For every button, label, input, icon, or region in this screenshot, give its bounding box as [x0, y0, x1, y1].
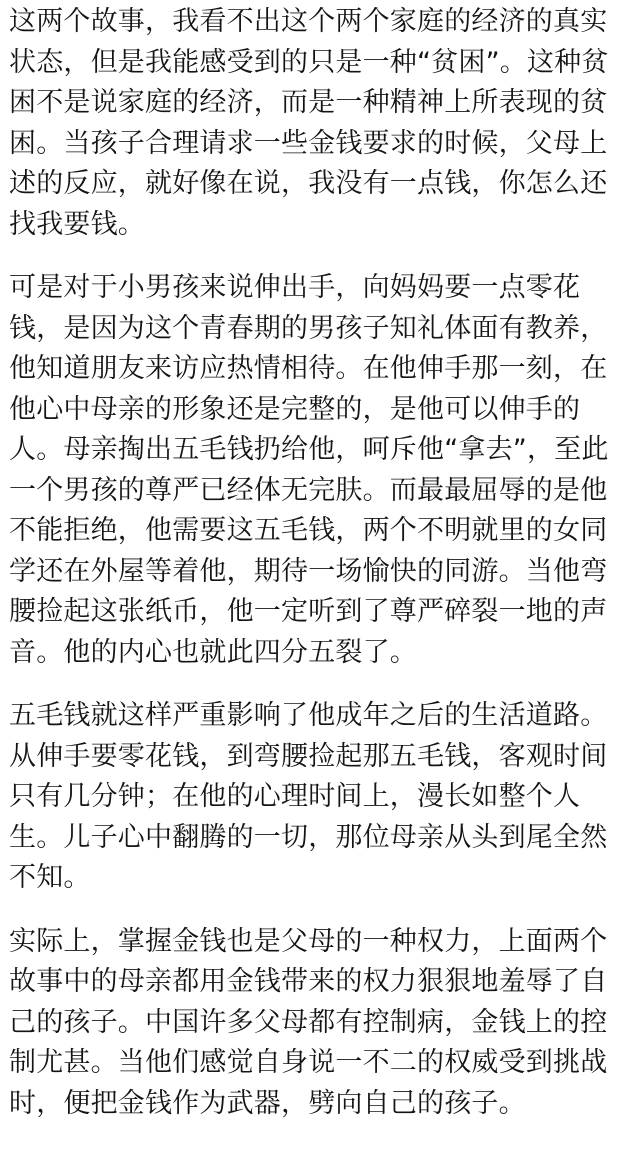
paragraph-4-line-5: 时，便把金钱作为武器，劈向自己的孩子。 [9, 1087, 526, 1119]
paragraph-2-line-6: 一个男孩的尊严已经体无完肤。而最最屈辱的是他 [9, 474, 608, 506]
paragraph-4-line-1: 实际上，掌握金钱也是父母的一种权力，上面两个 [9, 925, 608, 957]
paragraph-2-line-3: 他知道朋友来访应热情相待。在他伸手那一刻，在 [9, 353, 608, 384]
paragraph-2-line-9: 腰捡起这张纸币，他一定听到了尊严碎裂一地的声 [9, 596, 608, 627]
paragraph-3-line-1: 五毛钱就这样严重影响了他成年之后的生活道路。 [9, 700, 608, 731]
paragraph-1-line-2: 状态，但是我能感受到的只是一种“贫困”。这种贫 [9, 46, 609, 78]
paragraph-1-line-3: 困不是说家庭的经济，而是一种精神上所表现的贫 [9, 87, 608, 118]
paragraph-2-line-8: 学还在外屋等着他，期待一场愉快的同游。当他弯 [9, 555, 608, 587]
paragraph-1-line-5: 述的反应，就好像在说，我没有一点钱，你怎么还 [9, 168, 608, 199]
paragraph-4-line-3: 己的孩子。中国许多父母都有控制病，金钱上的控 [9, 1006, 608, 1038]
paragraph-3-line-2: 从伸手要零花钱，到弯腰捡起那五毛钱，客观时间 [9, 740, 608, 772]
paragraph-3-line-4: 生。儿子心中翻腾的一切，那位母亲从头到尾全然 [9, 821, 608, 853]
paragraph-2-line-1: 可是对于小男孩来说伸出手，向妈妈要一点零花 [9, 272, 581, 303]
paragraph-4-line-2: 故事中的母亲都用金钱带来的权力狠狠地羞辱了自 [9, 966, 608, 997]
paragraph-2-line-2: 钱，是因为这个青春期的男孩子知礼体面有教养， [9, 312, 608, 344]
paragraph-1-line-1: 这两个故事，我看不出这个两个家庭的经济的真实 [9, 6, 608, 37]
paragraph-2-line-7: 不能拒绝，他需要这五毛钱，两个不明就里的女同 [9, 515, 608, 546]
paragraph-1-line-4: 困。当孩子合理请求一些金钱要求的时候，父母上 [9, 127, 608, 159]
paragraph-2-line-4: 他心中母亲的形象还是完整的，是他可以伸手的 [9, 393, 581, 425]
paragraph-3-line-3: 只有几分钟；在他的心理时间上，漫长如整个人 [9, 781, 581, 812]
paragraph-2-line-10: 音。他的内心也就此四分五裂了。 [9, 636, 417, 668]
paragraph-2-line-5: 人。母亲掏出五毛钱扔给他，呵斥他“拿去”，至此 [9, 434, 609, 465]
paragraph-4-line-4: 制尤甚。当他们感觉自身说一不二的权威受到挑战 [9, 1047, 608, 1078]
paragraph-1-line-6: 找我要钱。 [9, 208, 145, 240]
paragraph-3-line-5: 不知。 [9, 862, 91, 893]
